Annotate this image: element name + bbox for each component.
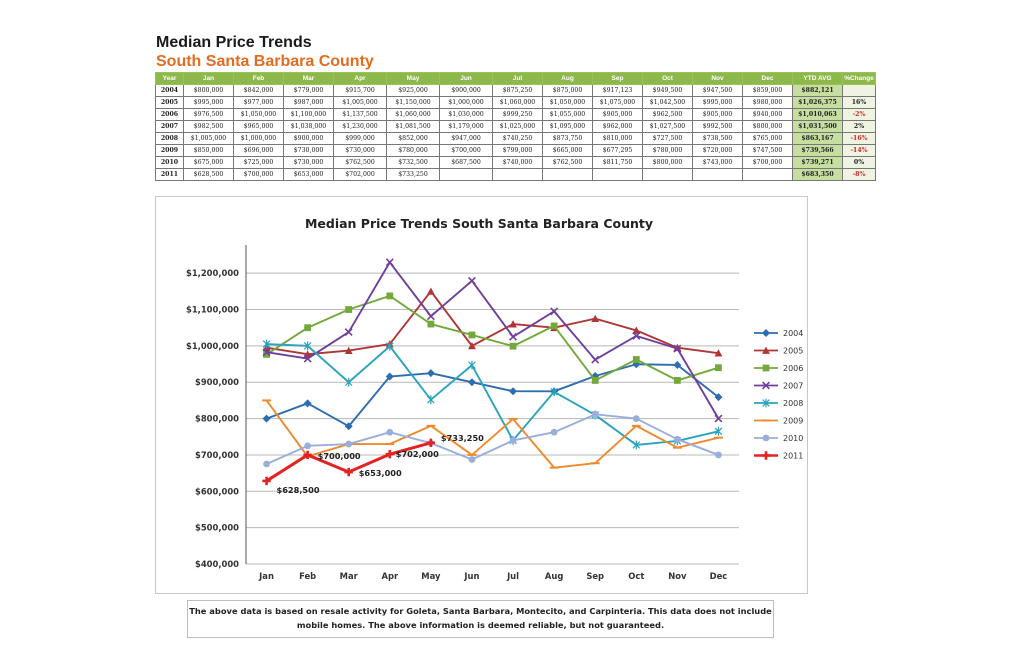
column-header: YTD AVG xyxy=(793,73,843,85)
table-cell: $730,000 xyxy=(284,145,334,157)
table-cell: $995,000 xyxy=(693,97,743,109)
table-cell: $700,000 xyxy=(440,145,493,157)
data-point-2010 xyxy=(345,441,352,448)
table-cell: $720,000 xyxy=(693,145,743,157)
x-tick-label: Jul xyxy=(507,571,520,581)
table-row xyxy=(156,169,876,181)
table-cell: $962,000 xyxy=(593,121,643,133)
column-header: Aug xyxy=(543,73,593,85)
table-cell: $730,000 xyxy=(284,157,334,169)
x-tick-label: Mar xyxy=(339,571,358,581)
x-tick-label: Oct xyxy=(628,571,645,581)
data-point-2006 xyxy=(715,364,722,371)
y-tick-label: $700,000 xyxy=(195,449,239,460)
table-cell: $905,000 xyxy=(693,109,743,121)
y-tick-label: $1,000,000 xyxy=(186,340,239,351)
line-chart xyxy=(156,197,807,593)
table-row xyxy=(156,109,876,121)
pct-change-cell: -8% xyxy=(843,169,876,181)
ytd-avg-cell: $1,031,500 xyxy=(793,121,843,133)
table-cell: $1,081,500 xyxy=(387,121,440,133)
table-cell: $725,000 xyxy=(234,157,284,169)
y-tick-label: $400,000 xyxy=(195,559,239,569)
table-cell: $675,000 xyxy=(184,157,234,169)
table-cell: $980,000 xyxy=(743,97,793,109)
y-tick-label: $800,000 xyxy=(195,413,239,424)
table-row xyxy=(156,145,876,157)
table-cell: $1,000,000 xyxy=(440,97,493,109)
data-point-2010 xyxy=(469,456,476,463)
page-subtitle: South Santa Barbara County xyxy=(156,53,374,70)
pct-change-cell xyxy=(843,85,876,97)
series-line-2008 xyxy=(267,344,719,445)
data-point-2008 xyxy=(427,395,434,404)
table-cell: $687,500 xyxy=(440,157,493,169)
table-cell xyxy=(743,169,793,181)
table-cell: $900,000 xyxy=(440,85,493,97)
ytd-avg-cell: $739,566 xyxy=(793,145,843,157)
x-tick-label: Feb xyxy=(299,571,317,581)
ytd-avg-cell: $863,167 xyxy=(793,133,843,145)
legend-label: 2007 xyxy=(783,381,804,391)
table-cell: $732,500 xyxy=(387,157,440,169)
table-header-row xyxy=(156,73,876,85)
table-cell: $842,000 xyxy=(234,85,284,97)
year-cell: 2006 xyxy=(156,109,184,121)
table-row xyxy=(156,133,876,145)
data-point-2006 xyxy=(551,322,558,329)
table-cell: $810,000 xyxy=(593,133,643,145)
ytd-avg-cell: $1,010,063 xyxy=(793,109,843,121)
data-point-2007 xyxy=(386,259,393,266)
pct-change-cell: 2% xyxy=(843,121,876,133)
data-point-2010 xyxy=(715,452,722,459)
table-cell: $962,500 xyxy=(643,109,693,121)
data-point-2004 xyxy=(304,399,312,407)
data-point-2007 xyxy=(551,308,558,315)
data-point-2004 xyxy=(509,387,517,395)
x-tick-label: Nov xyxy=(668,571,687,581)
table-cell: $995,000 xyxy=(184,97,234,109)
table-cell: $700,000 xyxy=(743,157,793,169)
data-point-2011 xyxy=(386,450,394,458)
table-cell: $1,230,000 xyxy=(334,121,387,133)
table-cell: $1,050,000 xyxy=(543,97,593,109)
column-header: Jul xyxy=(493,73,543,85)
table-cell: $800,000 xyxy=(743,121,793,133)
table-cell: $905,000 xyxy=(593,109,643,121)
data-point-2010 xyxy=(592,411,599,418)
table-cell: $1,030,000 xyxy=(440,109,493,121)
data-point-2010 xyxy=(263,461,270,468)
table-cell: $1,060,000 xyxy=(493,97,543,109)
data-point-2010 xyxy=(510,437,517,444)
data-point-2006 xyxy=(510,343,517,350)
ytd-avg-cell: $739,271 xyxy=(793,157,843,169)
legend-marker xyxy=(762,329,770,337)
data-point-2007 xyxy=(427,313,434,320)
x-tick-label: Sep xyxy=(586,571,605,581)
legend-label: 2011 xyxy=(783,451,804,461)
table-cell: $900,000 xyxy=(284,133,334,145)
table-cell: $1,027,500 xyxy=(643,121,693,133)
table-row xyxy=(156,85,876,97)
table-cell: $999,000 xyxy=(334,133,387,145)
table-cell xyxy=(440,169,493,181)
page-title: Median Price Trends xyxy=(156,34,312,51)
pct-change-cell: 16% xyxy=(843,97,876,109)
table-cell: $1,025,000 xyxy=(493,121,543,133)
table-cell: $743,000 xyxy=(693,157,743,169)
table-cell: $1,179,000 xyxy=(440,121,493,133)
table-cell: $700,000 xyxy=(234,169,284,181)
table-cell: $1,137,500 xyxy=(334,109,387,121)
price-table xyxy=(155,72,876,181)
column-header: Oct xyxy=(643,73,693,85)
table-cell: $779,000 xyxy=(284,85,334,97)
table-cell: $653,000 xyxy=(284,169,334,181)
year-cell: 2010 xyxy=(156,157,184,169)
column-header: Jan xyxy=(184,73,234,85)
table-cell: $940,000 xyxy=(743,109,793,121)
table-cell: $1,150,000 xyxy=(387,97,440,109)
table-cell: $850,000 xyxy=(184,145,234,157)
table-cell: $780,000 xyxy=(643,145,693,157)
legend-label: 2004 xyxy=(783,329,804,338)
column-header: May xyxy=(387,73,440,85)
ytd-avg-cell: $683,350 xyxy=(793,169,843,181)
table-cell: $947,500 xyxy=(693,85,743,97)
table-cell: $702,000 xyxy=(334,169,387,181)
data-point-2011 xyxy=(427,439,435,447)
data-point-2006 xyxy=(469,332,476,339)
table-cell: $949,500 xyxy=(643,85,693,97)
data-point-2008 xyxy=(469,361,476,370)
data-label: $628,500 xyxy=(276,484,320,495)
table-cell: $1,050,000 xyxy=(234,109,284,121)
table-cell: $992,500 xyxy=(693,121,743,133)
data-point-2006 xyxy=(345,306,352,313)
table-cell: $677,295 xyxy=(593,145,643,157)
column-header: Jun xyxy=(440,73,493,85)
data-label: $653,000 xyxy=(358,468,402,479)
table-cell: $1,042,500 xyxy=(643,97,693,109)
table-row xyxy=(156,121,876,133)
year-cell: 2011 xyxy=(156,169,184,181)
legend-marker xyxy=(763,435,770,442)
table-cell: $852,000 xyxy=(387,133,440,145)
data-point-2006 xyxy=(386,292,393,299)
legend-label: 2006 xyxy=(783,364,804,373)
table-cell: $740,250 xyxy=(493,133,543,145)
table-cell: $925,000 xyxy=(387,85,440,97)
y-tick-label: $1,100,000 xyxy=(186,304,239,315)
series-line-2004 xyxy=(267,364,719,426)
table-cell: $1,038,000 xyxy=(284,121,334,133)
chart-title: Median Price Trends South Santa Barbara County xyxy=(304,216,654,231)
table-cell: $780,000 xyxy=(387,145,440,157)
data-label: $700,000 xyxy=(317,450,361,461)
table-cell: $1,100,000 xyxy=(284,109,334,121)
data-point-2006 xyxy=(674,377,681,384)
table-cell xyxy=(693,169,743,181)
table-cell xyxy=(493,169,543,181)
table-cell: $799,000 xyxy=(493,145,543,157)
column-header: Apr xyxy=(334,73,387,85)
table-cell: $873,750 xyxy=(543,133,593,145)
footnote: The above data is based on resale activity for Goleta, Santa Barbara, Montecito, and Carpinteria. This data does not include mobile homes. The above information is deemed reliable, but not guaranteed. xyxy=(187,600,774,638)
table-cell: $947,000 xyxy=(440,133,493,145)
table-cell: $762,500 xyxy=(334,157,387,169)
pct-change-cell: -2% xyxy=(843,109,876,121)
y-tick-label: $600,000 xyxy=(195,486,239,497)
data-point-2004 xyxy=(468,378,476,386)
column-header: Year xyxy=(156,73,184,85)
y-tick-label: $500,000 xyxy=(195,522,239,533)
table-cell: $875,000 xyxy=(543,85,593,97)
year-cell: 2005 xyxy=(156,97,184,109)
x-tick-label: May xyxy=(421,571,441,581)
data-point-2005 xyxy=(427,287,435,294)
table-cell: $800,000 xyxy=(184,85,234,97)
table-cell: $917,123 xyxy=(593,85,643,97)
data-label: $733,250 xyxy=(440,432,484,443)
data-point-2004 xyxy=(263,415,271,423)
table-cell: $665,000 xyxy=(543,145,593,157)
data-point-2007 xyxy=(345,329,352,336)
table-cell: $696,000 xyxy=(234,145,284,157)
table-cell: $965,000 xyxy=(234,121,284,133)
data-point-2010 xyxy=(386,429,393,436)
year-cell: 2008 xyxy=(156,133,184,145)
data-point-2007 xyxy=(592,356,599,363)
data-point-2007 xyxy=(510,333,517,340)
data-point-2010 xyxy=(551,429,558,436)
table-cell: $1,005,000 xyxy=(334,97,387,109)
column-header: Sep xyxy=(593,73,643,85)
legend-label: 2005 xyxy=(783,346,804,356)
x-tick-label: Jun xyxy=(464,571,480,581)
column-header: Mar xyxy=(284,73,334,85)
x-tick-label: Jan xyxy=(259,571,274,581)
legend-marker xyxy=(762,451,770,459)
table-cell: $811,750 xyxy=(593,157,643,169)
column-header: Feb xyxy=(234,73,284,85)
table-cell xyxy=(593,169,643,181)
table-cell: $747,500 xyxy=(743,145,793,157)
x-tick-label: Aug xyxy=(544,571,564,581)
table-cell: $999,250 xyxy=(493,109,543,121)
table-cell: $738,500 xyxy=(693,133,743,145)
pct-change-cell: -16% xyxy=(843,133,876,145)
year-cell: 2004 xyxy=(156,85,184,97)
table-cell: $730,000 xyxy=(334,145,387,157)
chart-panel xyxy=(155,196,808,594)
table-cell: $762,500 xyxy=(543,157,593,169)
table-cell: $976,500 xyxy=(184,109,234,121)
data-point-2004 xyxy=(427,369,435,377)
data-point-2010 xyxy=(304,442,311,449)
pct-change-cell: -14% xyxy=(843,145,876,157)
column-header: %Change xyxy=(843,73,876,85)
legend-marker xyxy=(763,365,770,372)
table-cell: $1,000,000 xyxy=(234,133,284,145)
y-tick-label: $900,000 xyxy=(195,377,239,388)
x-tick-label: Apr xyxy=(381,571,399,581)
ytd-avg-cell: $882,121 xyxy=(793,85,843,97)
table-cell: $727,500 xyxy=(643,133,693,145)
table-cell: $740,000 xyxy=(493,157,543,169)
table-cell: $982,500 xyxy=(184,121,234,133)
year-cell: 2007 xyxy=(156,121,184,133)
column-header: Nov xyxy=(693,73,743,85)
table-row xyxy=(156,97,876,109)
column-header: Dec xyxy=(743,73,793,85)
table-cell: $1,095,000 xyxy=(543,121,593,133)
y-tick-label: $1,200,000 xyxy=(186,268,239,279)
data-point-2007 xyxy=(469,277,476,284)
table-cell: $915,700 xyxy=(334,85,387,97)
table-cell: $733,250 xyxy=(387,169,440,181)
table-cell: $977,000 xyxy=(234,97,284,109)
x-tick-label: Dec xyxy=(709,571,728,581)
data-point-2010 xyxy=(674,436,681,443)
legend-label: 2010 xyxy=(783,434,804,443)
table-cell: $800,000 xyxy=(643,157,693,169)
table-cell: $1,055,000 xyxy=(543,109,593,121)
table-cell: $859,000 xyxy=(743,85,793,97)
table-cell: $628,500 xyxy=(184,169,234,181)
year-cell: 2009 xyxy=(156,145,184,157)
table-cell: $875,250 xyxy=(493,85,543,97)
table-cell xyxy=(543,169,593,181)
data-label: $702,000 xyxy=(395,449,439,460)
table-cell: $1,075,000 xyxy=(593,97,643,109)
series-line-2005 xyxy=(267,291,719,354)
table-cell: $1,005,000 xyxy=(184,133,234,145)
legend-label: 2009 xyxy=(783,416,804,426)
table-cell: $1,060,000 xyxy=(387,109,440,121)
data-point-2006 xyxy=(427,321,434,328)
data-point-2011 xyxy=(345,468,353,476)
table-cell: $765,000 xyxy=(743,133,793,145)
data-point-2006 xyxy=(304,324,311,331)
table-cell xyxy=(643,169,693,181)
table-row xyxy=(156,157,876,169)
data-point-2006 xyxy=(633,356,640,363)
data-point-2006 xyxy=(592,377,599,384)
pct-change-cell: 0% xyxy=(843,157,876,169)
table-cell: $987,000 xyxy=(284,97,334,109)
data-point-2010 xyxy=(633,415,640,422)
legend-label: 2008 xyxy=(783,399,804,408)
ytd-avg-cell: $1,026,375 xyxy=(793,97,843,109)
